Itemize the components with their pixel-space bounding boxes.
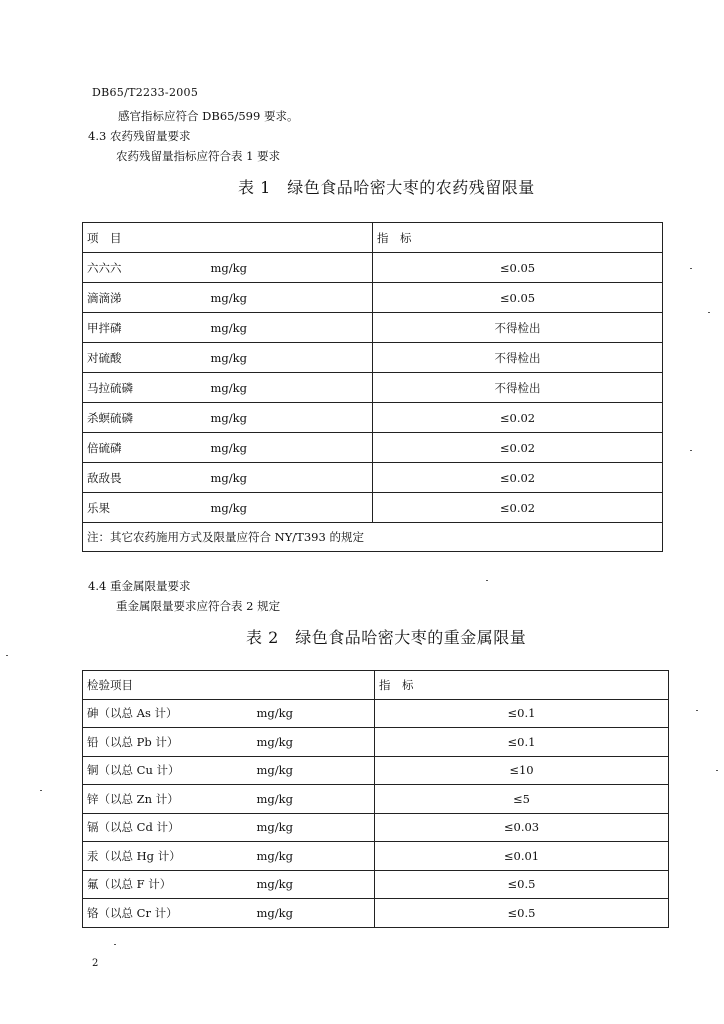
pesticide-unit: mg/kg [207,403,373,433]
table-row [83,313,663,343]
pesticide-name: 杀螟硫磷 [83,403,207,433]
metal-limit: ≤5 [375,785,669,814]
header-item: 项 目 [83,223,373,253]
pesticide-limit: 不得检出 [373,343,663,373]
scan-speck [696,710,698,711]
metal-name: 铅（以总 Pb 计） [83,728,253,757]
pesticide-name: 马拉硫磷 [83,373,207,403]
pesticide-unit: mg/kg [207,373,373,403]
standard-code: DB65/T2233-2005 [92,86,199,99]
pesticide-name: 乐果 [83,493,207,523]
pesticide-limit: ≤0.05 [373,253,663,283]
section-4-4-heading: 4.4 重金属限量要求 [88,579,191,593]
table-row [83,842,669,871]
section-4-3-heading: 4.3 农药残留量要求 [88,129,191,143]
pesticide-limit: ≤0.02 [373,493,663,523]
pesticide-name: 对硫酸 [83,343,207,373]
metal-name: 氟（以总 F 计） [83,870,253,899]
metal-limit: ≤10 [375,756,669,785]
pesticide-unit: mg/kg [207,463,373,493]
pesticide-unit: mg/kg [207,493,373,523]
pesticide-limit: 不得检出 [373,373,663,403]
table-row [83,403,663,433]
metal-limit: ≤0.5 [375,899,669,928]
metal-name: 锌（以总 Zn 计） [83,785,253,814]
scan-speck [40,790,42,791]
pesticide-name: 敌敌畏 [83,463,207,493]
table-row [83,373,663,403]
metal-name: 镉（以总 Cd 计） [83,813,253,842]
pesticide-limit: ≤0.02 [373,433,663,463]
metal-name: 铬（以总 Cr 计） [83,899,253,928]
metal-name: 砷（以总 As 计） [83,699,253,728]
pesticide-limit: ≤0.02 [373,463,663,493]
table-row [83,813,669,842]
pesticide-residue-table [82,222,663,552]
pesticide-name: 六六六 [83,253,207,283]
pesticide-unit: mg/kg [207,313,373,343]
pesticide-unit: mg/kg [207,283,373,313]
table-header-row [83,223,663,253]
metal-unit: mg/kg [253,785,375,814]
sensory-requirement-text: 感官指标应符合 DB65/599 要求。 [118,109,299,123]
metal-unit: mg/kg [253,899,375,928]
metal-unit: mg/kg [253,756,375,785]
scan-speck [716,770,718,771]
table-note-row [83,523,663,552]
scan-speck [6,655,8,656]
scan-speck [708,312,710,313]
page-number: 2 [92,958,99,969]
table-row [83,493,663,523]
pesticide-limit: ≤0.05 [373,283,663,313]
table-row [83,463,663,493]
metal-unit: mg/kg [253,813,375,842]
table-header-row [83,671,669,700]
metal-unit: mg/kg [253,699,375,728]
scan-speck [486,580,488,581]
pesticide-limit: 不得检出 [373,313,663,343]
metal-name: 铜（以总 Cu 计） [83,756,253,785]
table-row [83,728,669,757]
table1-caption: 表 1 绿色食品哈密大枣的农药残留限量 [238,178,535,197]
pesticide-unit: mg/kg [207,253,373,283]
table-row [83,343,663,373]
scan-speck [690,450,692,451]
pesticide-name: 滴滴涕 [83,283,207,313]
heavy-metal-table [82,670,669,928]
pesticide-limit: ≤0.02 [373,403,663,433]
metal-unit: mg/kg [253,842,375,871]
section-4-3-text: 农药残留量指标应符合表 1 要求 [116,149,281,163]
scan-speck [690,268,692,269]
pesticide-unit: mg/kg [207,433,373,463]
table-row [83,699,669,728]
metal-limit: ≤0.5 [375,870,669,899]
metal-limit: ≤0.01 [375,842,669,871]
table2-caption: 表 2 绿色食品哈密大枣的重金属限量 [246,628,527,647]
table-row [83,785,669,814]
metal-limit: ≤0.03 [375,813,669,842]
table-row [83,756,669,785]
table-row [83,870,669,899]
scan-speck [114,944,116,945]
table-row [83,899,669,928]
header-index: 指 标 [375,671,669,700]
section-4-4-text: 重金属限量要求应符合表 2 规定 [116,599,281,613]
metal-limit: ≤0.1 [375,699,669,728]
table1-note: 注：其它农药施用方式及限量应符合 NY/T393 的规定 [83,523,663,552]
pesticide-unit: mg/kg [207,343,373,373]
metal-unit: mg/kg [253,870,375,899]
header-index: 指 标 [373,223,663,253]
table-row [83,283,663,313]
pesticide-name: 倍硫磷 [83,433,207,463]
metal-name: 汞（以总 Hg 计） [83,842,253,871]
header-item: 检验项目 [83,671,375,700]
table-row [83,433,663,463]
metal-unit: mg/kg [253,728,375,757]
table-row [83,253,663,283]
pesticide-name: 甲拌磷 [83,313,207,343]
metal-limit: ≤0.1 [375,728,669,757]
